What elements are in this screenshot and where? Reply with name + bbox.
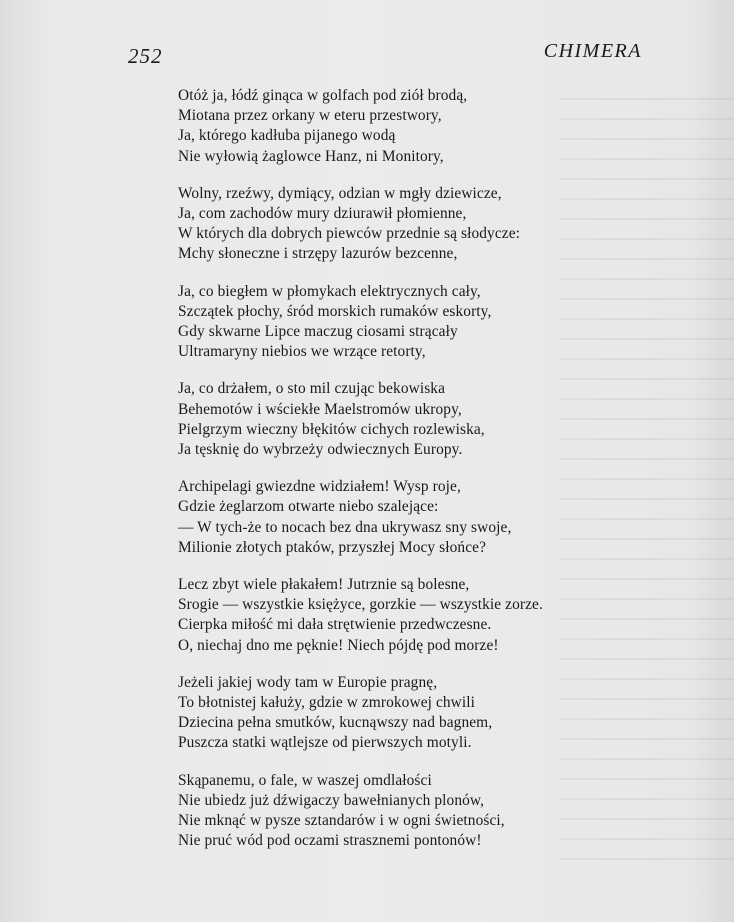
poem-line: Nie wyłowią żaglowce Hanz, ni Monitory, [178, 147, 444, 165]
poem-line: Dziecina pełna smutków, kucnąwszy nad bagnem, [178, 714, 493, 732]
poem-line: O, niechaj dno me pęknie! Niech pójdę pod morze! [178, 636, 499, 654]
poem-body [178, 86, 618, 869]
poem-line: Gdy skwarne Lipce maczug ciosami strącały [178, 323, 458, 341]
poem-line: Lecz zbyt wiele płakałem! Jutrznie są bolesne, [178, 576, 470, 594]
poem-line: Jeżeli jakiej wody tam w Europie pragnę, [178, 673, 438, 691]
poem-line: Szczątek płochy, śród morskich rumaków eskorty, [178, 302, 492, 320]
stanza-6 [178, 575, 618, 656]
poem-line: Ja, co biegłem w płomykach elektrycznych cały, [178, 282, 481, 300]
page-header [0, 40, 734, 70]
poem-line: Archipelagi gwiezdne widziałem! Wysp roje, [178, 478, 461, 496]
stanza-7 [178, 673, 618, 754]
stanza-4 [178, 379, 618, 460]
poem-line: Ja tęsknię do wybrzeży odwiecznych Europy. [178, 441, 463, 459]
page-number: 252 [128, 44, 163, 68]
poem-line: Otóż ja, łódź ginąca w golfach pod ziół brodą, [178, 87, 468, 104]
poem-line: Srogie — wszystkie księżyce, gorzkie — wszystkie zorze. [178, 596, 543, 614]
poem-line: Miotana przez orkany w eteru przestwory, [178, 107, 442, 125]
poem-line: Gdzie żeglarzom otwarte niebo szalejące: [178, 498, 439, 516]
stanza-2 [178, 184, 618, 265]
stanza-3 [178, 282, 618, 363]
poem-line: — W tych-że to nocach bez dna ukrywasz sny swoje, [178, 518, 512, 536]
poem-line: Puszcza statki wątlejsze od pierwszych motyli. [178, 734, 472, 752]
poem-line: Pielgrzym wieczny błękitów cichych rozlewiska, [178, 420, 485, 438]
poem-line: Milionie złotych ptaków, przyszłej Mocy słońce? [178, 538, 487, 556]
poem-line: Wolny, rzeźwy, dymiący, odzian w mgły dziewicze, [178, 184, 502, 202]
poem-line: Nie pruć wód pod oczami strasznemi pontonów! [178, 832, 482, 850]
poem-line: Cierpka miłość mi dała strętwienie przedwczesne. [178, 616, 492, 634]
poem-line: Skąpanemu, o fale, w waszej omdlałości [178, 771, 432, 789]
poem-line: Mchy słoneczne i strzępy lazurów bezcenne, [178, 245, 458, 263]
poem-line: W których dla dobrych piewców przednie są słodycze: [178, 225, 521, 243]
poem-line: Nie ubiedz już dźwigaczy bawełnianych plonów, [178, 791, 485, 809]
poem-line: Behemotów i wściekłe Maelstromów ukropy, [178, 400, 462, 418]
poem-line: Ultramaryny niebios we wrzące retorty, [178, 343, 426, 361]
stanza-5 [178, 477, 618, 558]
poem-line: To błotnistej kałuży, gdzie w zmrokowej chwili [178, 694, 476, 712]
poem-line: Ja, com zachodów mury dziurawił płomienne, [178, 205, 467, 223]
running-head: CHIMERA [543, 40, 642, 62]
poem-line: Nie mknąć w pysze sztandarów i w ogni świetności, [178, 812, 505, 830]
poem-line: Ja, co drżałem, o sto mil czując bekowiska [178, 380, 446, 398]
stanza-8 [178, 771, 618, 852]
stanza-1 [178, 86, 618, 167]
poem-line: Ja, którego kadłuba pijanego wodą [178, 127, 396, 145]
